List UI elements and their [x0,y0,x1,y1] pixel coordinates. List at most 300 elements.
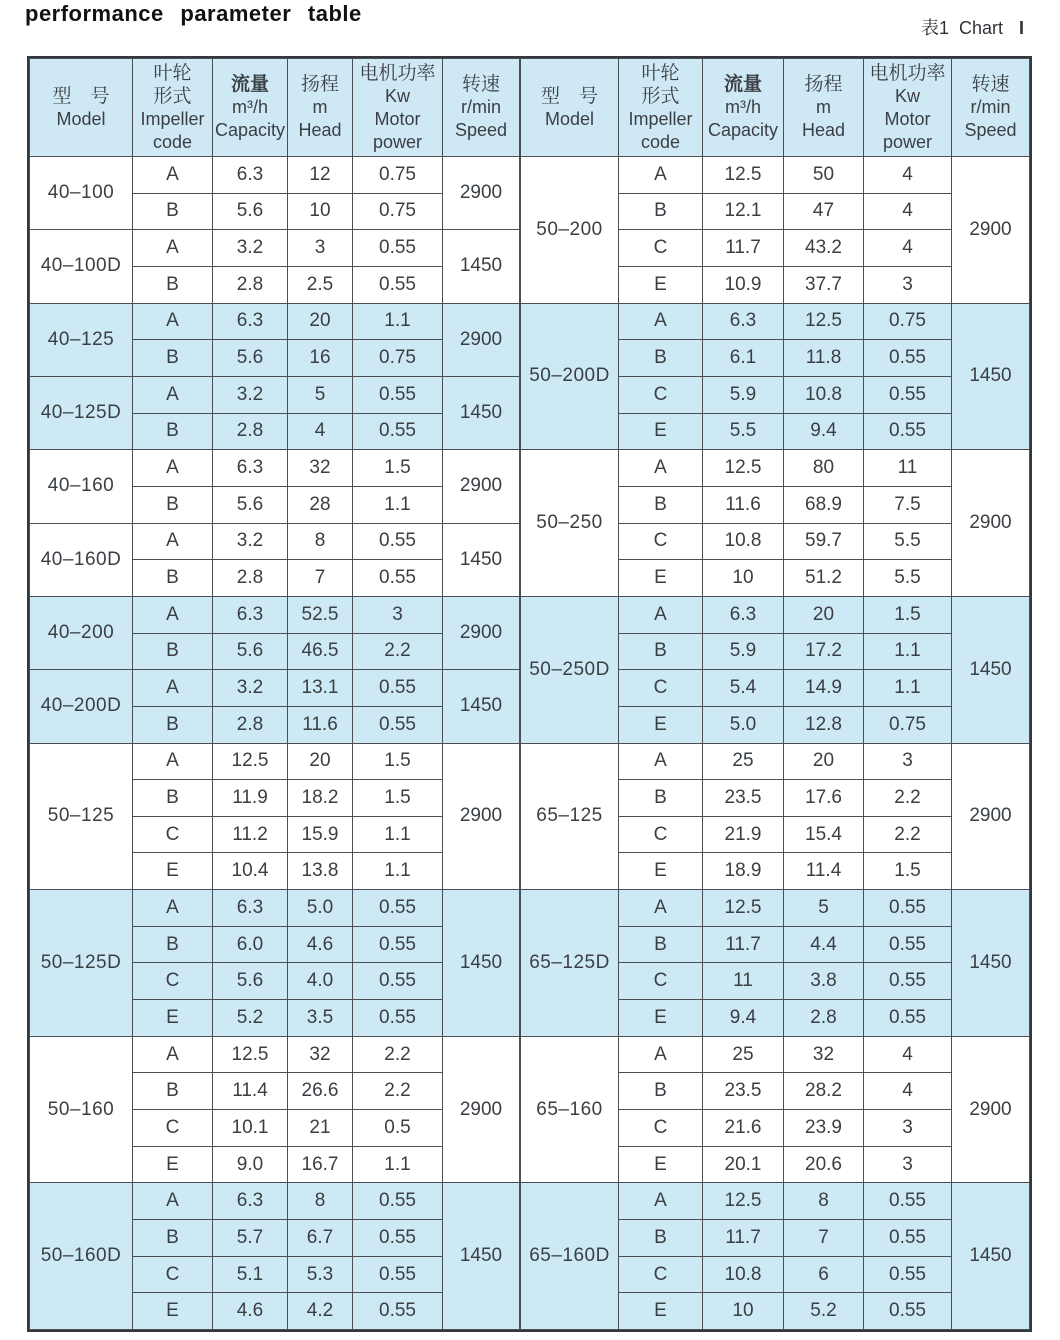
capacity-cell: 12.5 [703,450,784,487]
impeller-code-cell: C [619,230,703,267]
head-cell: 28.2 [784,1073,864,1110]
power-cell: 0.55 [353,523,443,560]
model-cell: 40–160D [30,523,133,596]
power-cell: 0.55 [353,1220,443,1257]
impeller-code-cell: A [619,743,703,780]
power-cell: 2.2 [353,1036,443,1073]
capacity-cell: 5.7 [213,1220,288,1257]
head-cell: 20 [288,303,353,340]
power-cell: 0.55 [353,266,443,303]
capacity-cell: 2.8 [213,706,288,743]
power-cell: 3 [864,743,952,780]
speed-cell: 2900 [443,596,520,669]
table-row [521,890,1030,927]
head-cell: 11.8 [784,340,864,377]
power-cell: 0.55 [353,670,443,707]
capacity-cell: 11.2 [213,816,288,853]
model-cell: 40–125D [30,376,133,449]
impeller-code-cell: C [619,816,703,853]
impeller-code-cell: B [619,1220,703,1257]
impeller-code-cell: B [133,1073,213,1110]
impeller-code-cell: A [133,1183,213,1220]
impeller-code-cell: A [133,523,213,560]
speed-cell: 2900 [443,450,520,523]
capacity-cell: 4.6 [213,1293,288,1330]
power-cell: 0.55 [864,926,952,963]
model-cell: 40–100 [30,157,133,230]
capacity-cell: 5.1 [213,1256,288,1293]
power-cell: 0.75 [864,706,952,743]
head-cell: 20 [288,743,353,780]
power-cell: 0.55 [353,413,443,450]
performance-table-left [29,58,520,1330]
power-cell: 3 [864,1110,952,1147]
col-header-model: 型 号 Model [30,59,133,157]
head-cell: 47 [784,193,864,230]
capacity-cell: 18.9 [703,853,784,890]
impeller-code-cell: C [619,523,703,560]
capacity-cell: 5.6 [213,340,288,377]
impeller-code-cell: A [619,450,703,487]
head-cell: 21 [288,1110,353,1147]
speed-cell: 1450 [443,376,520,449]
capacity-cell: 5.0 [703,706,784,743]
table-row [521,157,1030,194]
head-cell: 11.6 [288,706,353,743]
impeller-code-cell: E [619,560,703,597]
impeller-code-cell: E [619,1000,703,1037]
table-row [30,523,520,560]
capacity-cell: 12.5 [213,1036,288,1073]
head-cell: 17.2 [784,633,864,670]
speed-cell: 1450 [443,890,520,1037]
head-cell: 15.4 [784,816,864,853]
impeller-code-cell: B [133,413,213,450]
power-cell: 0.55 [864,1000,952,1037]
col-header-head: 扬程 m Head [288,59,353,157]
power-cell: 0.55 [864,1256,952,1293]
head-cell: 3.8 [784,963,864,1000]
capacity-cell: 5.6 [213,486,288,523]
head-cell: 3.5 [288,1000,353,1037]
model-cell: 50–160 [30,1036,133,1183]
impeller-code-cell: B [619,193,703,230]
capacity-cell: 3.2 [213,523,288,560]
impeller-code-cell: E [133,1146,213,1183]
head-cell: 4.6 [288,926,353,963]
impeller-code-cell: B [133,486,213,523]
col-header-impeller: 叶轮 形式 Impeller code [619,59,703,157]
table-row [521,1036,1030,1073]
head-cell: 17.6 [784,780,864,817]
power-cell: 2.2 [353,1073,443,1110]
model-cell: 50–125 [30,743,133,890]
head-cell: 6.7 [288,1220,353,1257]
head-cell: 52.5 [288,596,353,633]
col-header-speed: 转速 r/min Speed [952,59,1030,157]
impeller-code-cell: B [133,560,213,597]
caption-en: Chart [958,18,1003,38]
impeller-code-cell: B [133,706,213,743]
power-cell: 0.55 [353,1000,443,1037]
head-cell: 10 [288,193,353,230]
head-cell: 4.0 [288,963,353,1000]
model-cell: 40–100D [30,230,133,303]
power-cell: 4 [864,230,952,267]
head-cell: 80 [784,450,864,487]
impeller-code-cell: C [619,670,703,707]
capacity-cell: 3.2 [213,376,288,413]
head-cell: 5.3 [288,1256,353,1293]
capacity-cell: 5.5 [703,413,784,450]
head-cell: 2.5 [288,266,353,303]
capacity-cell: 5.6 [213,633,288,670]
capacity-cell: 12.5 [703,157,784,194]
impeller-code-cell: C [133,816,213,853]
col-header-power: 电机功率 Kw Motor power [353,59,443,157]
impeller-code-cell: C [619,1256,703,1293]
table-row [30,376,520,413]
col-header-speed: 转速 r/min Speed [443,59,520,157]
impeller-code-cell: E [619,266,703,303]
capacity-cell: 21.9 [703,816,784,853]
head-cell: 8 [784,1183,864,1220]
head-cell: 11.4 [784,853,864,890]
power-cell: 2.2 [864,816,952,853]
impeller-code-cell: E [619,706,703,743]
head-cell: 13.8 [288,853,353,890]
power-cell: 0.55 [864,963,952,1000]
head-cell: 50 [784,157,864,194]
power-cell: 0.55 [353,926,443,963]
capacity-cell: 12.5 [213,743,288,780]
capacity-cell: 6.0 [213,926,288,963]
table-row [30,670,520,707]
head-cell: 12 [288,157,353,194]
head-cell: 13.1 [288,670,353,707]
model-cell: 40–160 [30,450,133,523]
table-row [521,596,1030,633]
power-cell: 0.55 [353,890,443,927]
power-cell: 1.5 [353,743,443,780]
table-row [30,890,520,927]
table-row [30,303,520,340]
capacity-cell: 20.1 [703,1146,784,1183]
speed-cell: 2900 [443,157,520,230]
col-header-capacity: 流量 m³/h Capacity [213,59,288,157]
table-row [30,743,520,780]
power-cell: 5.5 [864,523,952,560]
capacity-cell: 6.3 [213,450,288,487]
power-cell: 1.1 [353,853,443,890]
head-cell: 20.6 [784,1146,864,1183]
capacity-cell: 10.4 [213,853,288,890]
head-cell: 8 [288,523,353,560]
impeller-code-cell: A [133,1036,213,1073]
speed-cell: 1450 [952,1183,1030,1330]
power-cell: 4 [864,1073,952,1110]
model-cell: 40–200D [30,670,133,743]
page-title: performance parameter table [25,1,362,26]
model-cell: 40–125 [30,303,133,376]
speed-cell: 2900 [443,743,520,890]
capacity-cell: 6.3 [213,303,288,340]
table-header-left [30,59,520,157]
capacity-cell: 6.3 [213,596,288,633]
power-cell: 7.5 [864,486,952,523]
head-cell: 5 [784,890,864,927]
speed-cell: 1450 [952,596,1030,743]
impeller-code-cell: A [133,450,213,487]
power-cell: 2.2 [353,633,443,670]
capacity-cell: 5.9 [703,376,784,413]
caption-number: I [1018,18,1024,38]
head-cell: 51.2 [784,560,864,597]
head-cell: 4 [288,413,353,450]
model-cell: 65–160 [521,1036,619,1183]
power-cell: 2.2 [864,780,952,817]
capacity-cell: 12.5 [703,890,784,927]
col-header-impeller: 叶轮 形式 Impeller code [133,59,213,157]
capacity-cell: 23.5 [703,780,784,817]
capacity-cell: 10 [703,560,784,597]
impeller-code-cell: B [133,926,213,963]
power-cell: 1.5 [864,596,952,633]
table-body-right [521,157,1030,1330]
model-cell: 65–125D [521,890,619,1037]
impeller-code-cell: A [133,157,213,194]
table-row [30,596,520,633]
power-cell: 3 [864,266,952,303]
head-cell: 8 [288,1183,353,1220]
speed-cell: 1450 [952,890,1030,1037]
head-cell: 32 [288,1036,353,1073]
impeller-code-cell: B [133,266,213,303]
model-cell: 50–250D [521,596,619,743]
table-row [521,303,1030,340]
impeller-code-cell: B [133,633,213,670]
header-row [521,59,1030,157]
power-cell: 11 [864,450,952,487]
capacity-cell: 25 [703,743,784,780]
head-cell: 14.9 [784,670,864,707]
model-cell: 65–125 [521,743,619,890]
impeller-code-cell: A [619,1036,703,1073]
capacity-cell: 2.8 [213,413,288,450]
impeller-code-cell: C [133,1110,213,1147]
capacity-cell: 11 [703,963,784,1000]
capacity-cell: 9.4 [703,1000,784,1037]
capacity-cell: 2.8 [213,560,288,597]
col-header-head: 扬程 m Head [784,59,864,157]
impeller-code-cell: A [133,743,213,780]
power-cell: 4 [864,1036,952,1073]
capacity-cell: 6.3 [703,303,784,340]
capacity-cell: 10.1 [213,1110,288,1147]
head-cell: 16 [288,340,353,377]
head-cell: 46.5 [288,633,353,670]
power-cell: 0.55 [353,560,443,597]
capacity-cell: 3.2 [213,670,288,707]
power-cell: 0.75 [353,157,443,194]
capacity-cell: 11.7 [703,230,784,267]
capacity-cell: 10.8 [703,523,784,560]
speed-cell: 2900 [952,157,1030,304]
impeller-code-cell: B [133,1220,213,1257]
model-cell: 40–200 [30,596,133,669]
power-cell: 1.1 [353,816,443,853]
head-cell: 4.2 [288,1293,353,1330]
impeller-code-cell: E [133,853,213,890]
power-cell: 1.5 [864,853,952,890]
head-cell: 6 [784,1256,864,1293]
impeller-code-cell: C [619,963,703,1000]
power-cell: 3 [353,596,443,633]
model-cell: 50–200 [521,157,619,304]
power-cell: 0.55 [864,340,952,377]
performance-table-right [520,58,1030,1330]
speed-cell: 1450 [443,670,520,743]
capacity-cell: 6.3 [213,157,288,194]
impeller-code-cell: A [133,890,213,927]
head-cell: 10.8 [784,376,864,413]
impeller-code-cell: A [133,670,213,707]
capacity-cell: 6.3 [213,1183,288,1220]
impeller-code-cell: C [619,376,703,413]
performance-table [27,56,1032,1332]
head-cell: 28 [288,486,353,523]
head-cell: 20 [784,596,864,633]
capacity-cell: 11.9 [213,780,288,817]
power-cell: 1.5 [353,780,443,817]
head-cell: 4.4 [784,926,864,963]
power-cell: 0.55 [353,376,443,413]
impeller-code-cell: B [133,340,213,377]
impeller-code-cell: B [133,780,213,817]
power-cell: 0.55 [864,413,952,450]
head-cell: 32 [288,450,353,487]
power-cell: 3 [864,1146,952,1183]
head-cell: 12.5 [784,303,864,340]
head-cell: 23.9 [784,1110,864,1147]
table-row [30,230,520,267]
head-cell: 37.7 [784,266,864,303]
col-header-model: 型 号 Model [521,59,619,157]
model-cell: 50–160D [30,1183,133,1330]
head-cell: 5.0 [288,890,353,927]
capacity-cell: 10.9 [703,266,784,303]
power-cell: 0.55 [864,1183,952,1220]
impeller-code-cell: A [133,596,213,633]
model-cell: 50–200D [521,303,619,450]
power-cell: 0.55 [353,1293,443,1330]
head-cell: 59.7 [784,523,864,560]
head-cell: 12.8 [784,706,864,743]
power-cell: 1.1 [864,633,952,670]
power-cell: 0.75 [864,303,952,340]
table-row [30,450,520,487]
impeller-code-cell: E [619,413,703,450]
power-cell: 4 [864,157,952,194]
impeller-code-cell: C [619,1110,703,1147]
table-row [30,1036,520,1073]
capacity-cell: 12.5 [703,1183,784,1220]
power-cell: 1.1 [353,303,443,340]
impeller-code-cell: B [619,340,703,377]
col-header-power: 电机功率 Kw Motor power [864,59,952,157]
head-cell: 43.2 [784,230,864,267]
speed-cell: 2900 [443,303,520,376]
head-cell: 68.9 [784,486,864,523]
power-cell: 1.1 [353,1146,443,1183]
impeller-code-cell: B [619,486,703,523]
head-cell: 16.7 [288,1146,353,1183]
header-row [30,59,520,157]
power-cell: 4 [864,193,952,230]
power-cell: 1.5 [353,450,443,487]
table-row [30,157,520,194]
impeller-code-cell: A [133,230,213,267]
table-caption [921,14,1024,40]
capacity-cell: 3.2 [213,230,288,267]
impeller-code-cell: B [619,1073,703,1110]
power-cell: 1.1 [864,670,952,707]
impeller-code-cell: B [619,633,703,670]
impeller-code-cell: E [133,1000,213,1037]
impeller-code-cell: A [133,303,213,340]
head-cell: 7 [784,1220,864,1257]
power-cell: 0.75 [353,340,443,377]
capacity-cell: 5.4 [703,670,784,707]
capacity-cell: 25 [703,1036,784,1073]
impeller-code-cell: A [619,596,703,633]
head-cell: 9.4 [784,413,864,450]
impeller-code-cell: E [133,1293,213,1330]
capacity-cell: 10 [703,1293,784,1330]
power-cell: 0.55 [353,706,443,743]
capacity-cell: 23.5 [703,1073,784,1110]
power-cell: 5.5 [864,560,952,597]
head-cell: 3 [288,230,353,267]
model-cell: 50–125D [30,890,133,1037]
impeller-code-cell: A [133,376,213,413]
impeller-code-cell: A [619,157,703,194]
capacity-cell: 5.6 [213,193,288,230]
speed-cell: 2900 [952,450,1030,597]
head-cell: 26.6 [288,1073,353,1110]
power-cell: 0.55 [353,1256,443,1293]
head-cell: 5 [288,376,353,413]
power-cell: 0.75 [353,193,443,230]
capacity-cell: 12.1 [703,193,784,230]
power-cell: 0.55 [864,376,952,413]
capacity-cell: 11.7 [703,1220,784,1257]
power-cell: 1.1 [353,486,443,523]
impeller-code-cell: E [619,1293,703,1330]
impeller-code-cell: C [133,1256,213,1293]
head-cell: 5.2 [784,1293,864,1330]
table-row [521,450,1030,487]
capacity-cell: 5.2 [213,1000,288,1037]
col-header-capacity: 流量 m³/h Capacity [703,59,784,157]
head-cell: 20 [784,743,864,780]
head-cell: 2.8 [784,1000,864,1037]
table-row [521,743,1030,780]
head-cell: 7 [288,560,353,597]
power-cell: 0.55 [864,890,952,927]
capacity-cell: 21.6 [703,1110,784,1147]
speed-cell: 1450 [443,523,520,596]
